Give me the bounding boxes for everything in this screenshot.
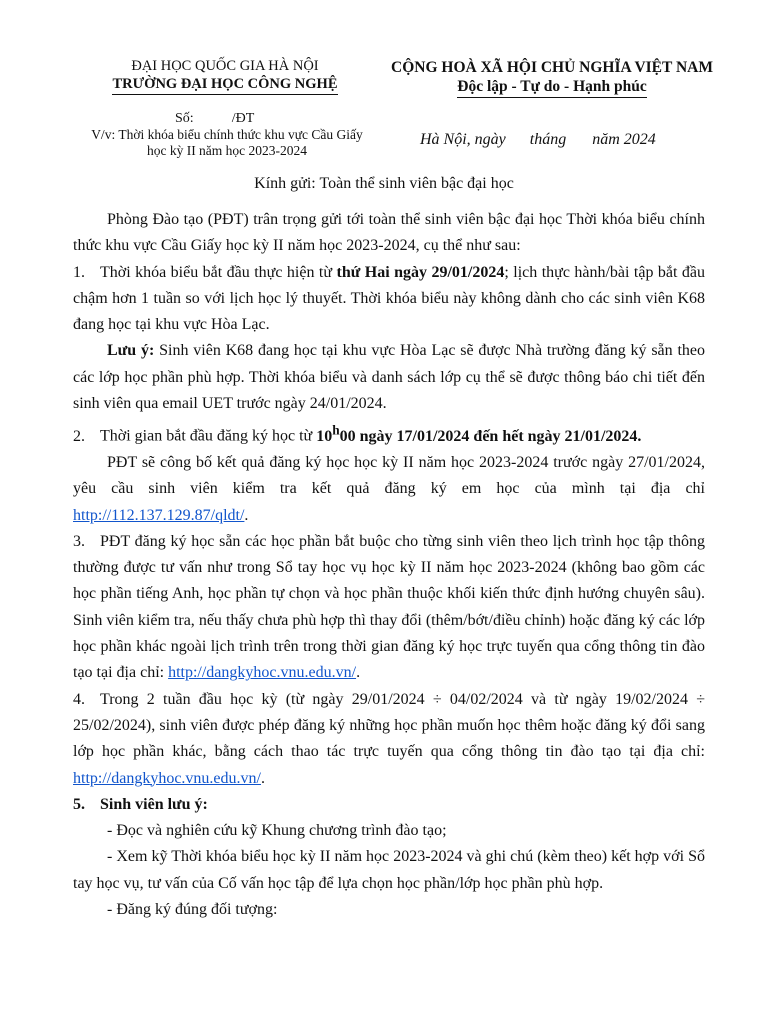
document-date: [420, 131, 720, 149]
date-year: năm 2024: [592, 131, 656, 148]
item-5-number: 5.: [73, 795, 85, 813]
national-motto: Độc lập - Tự do - Hạnh phúc: [457, 77, 646, 98]
item-4: 4. Trong 2 tuần đầu học kỳ (từ ngày 29/01/2024 ÷ 04/02/2024 và từ ngày 19/02/2024 ÷ 25/02/2024), sinh viên được phép đăng ký những học phần muốn học thêm hoặc đăng ký đổi sang lớp học phần khác, bằng cách thao tác trực tuyến qua cổng thông tin đào tạo tại địa chỉ: http://dangkyhoc.vnu.edu.vn/.: [73, 687, 705, 792]
item-5-bullet: - Đọc và nghiên cứu kỹ Khung chương trình đào tạo;: [107, 822, 447, 840]
date-place: Hà Nội, ngày: [420, 131, 506, 148]
item-1-highlight: thứ Hai ngày 29/01/2024: [336, 263, 505, 281]
item-2-number: 2.: [73, 427, 85, 445]
item-1: 1. Thời khóa biểu bắt đầu thực hiện từ thứ Hai ngày 29/01/2024; lịch thực hành/bài tập bắt đầu chậm hơn 1 tuần so với lịch học lý thuyết. Thời khóa biểu này không dành cho các sinh viên K68 đang học tại khu vực Hòa Lạc.: [73, 260, 705, 339]
item-2-highlight: 10$^h$00 ngày 17/01/2024 đến hết ngày 21/01/2024.: [316, 422, 642, 445]
subject-line-2: học kỳ II năm học 2023-2024: [146, 143, 308, 158]
dangkyhoc-link[interactable]: http://dangkyhoc.vnu.edu.vn/: [168, 664, 357, 682]
note-paragraph: Lưu ý: Sinh viên K68 đang học tại khu vực Hòa Lạc sẽ được Nhà trường đăng ký sẵn theo các lớp học phần phù hợp. Thời khóa biểu và danh sách lớp cụ thể sẽ được thông báo chi tiết đến sinh viên qua email UET trước ngày 24/01/2024.: [73, 342, 705, 413]
document-body: [73, 207, 705, 923]
subject-line-1: V/v: Thời khóa biểu chính thức khu vực Cầu Giấy: [91, 127, 363, 142]
item-2: 2. Thời gian bắt đầu đăng ký học từ 10$^h$00 ngày 17/01/2024 đến hết ngày 21/01/2024.: [73, 417, 705, 450]
item-5: [73, 792, 705, 818]
school-name: TRƯỜNG ĐẠI HỌC CÔNG NGHỆ: [112, 75, 337, 95]
university-name: ĐẠI HỌC QUỐC GIA HÀ NỘI: [131, 58, 319, 74]
item-1-number: 1.: [73, 263, 85, 281]
national-heading: [378, 58, 726, 98]
qldt-link[interactable]: http://112.137.129.87/qldt/: [73, 506, 245, 524]
date-month: tháng: [529, 131, 567, 148]
issuer-block: [60, 57, 390, 95]
item-5-bullet: - Đăng ký đúng đối tượng:: [107, 901, 278, 919]
item-3-number: 3.: [73, 532, 85, 550]
salutation: Kính gửi: Toàn thể sinh viên bậc đại học: [254, 175, 514, 192]
document-subject: [72, 127, 382, 159]
document-number-label: Số:: [175, 111, 194, 126]
dangkyhoc-link-2[interactable]: http://dangkyhoc.vnu.edu.vn/: [73, 769, 261, 787]
note-label: Lưu ý:: [107, 342, 155, 360]
document-number: [175, 111, 254, 127]
item-2-paragraph: PĐT sẽ công bố kết quả đăng ký học học kỳ II năm học 2023-2024 trước ngày 27/01/2024, yêu cầu sinh viên kiểm tra kết quả đăng ký em học của mình tại địa chỉ http://112.137.129.87/qldt/.: [73, 454, 705, 524]
document-number-suffix: /ĐT: [231, 111, 255, 126]
item-5-bullet: - Xem kỹ Thời khóa biểu học kỳ II năm học 2023-2024 và ghi chú (kèm theo) kết hợp với Sổ tay học vụ, tư vấn của Cố vấn học tập để lựa chọn học phần/lớp học phần phù hợp.: [73, 848, 705, 892]
intro-paragraph: Phòng Đào tạo (PĐT) trân trọng gửi tới toàn thể sinh viên bậc đại học Thời khóa biểu chính thức khu vực Cầu Giấy học kỳ II năm học 2023-2024, cụ thể như sau:: [73, 211, 705, 255]
item-4-number: 4.: [73, 690, 85, 708]
item-3: 3. PĐT đăng ký học sẵn các học phần bắt buộc cho từng sinh viên theo lịch trình học tập thông thường được tư vấn như trong Sổ tay học vụ học kỳ II năm học 2023-2024 (không bao gồm các học phần tiếng Anh, học phần tự chọn và học phần thuộc khối kiến thức định hướng chuyên sâu). Sinh viên kiểm tra, nếu thấy chưa phù hợp thì thay đổi (thêm/bớt/điều chỉnh) hoặc đăng ký các lớp học phần khác ngoài lịch trình trên trong thời gian đăng ký học trực tuyến qua cổng thông tin đào tạo tại địa chỉ: http://dangkyhoc.vnu.edu.vn/.: [73, 529, 705, 687]
country-name: CỘNG HOÀ XÃ HỘI CHỦ NGHĨA VIỆT NAM: [391, 59, 713, 76]
item-5-title: Sinh viên lưu ý:: [100, 795, 208, 813]
